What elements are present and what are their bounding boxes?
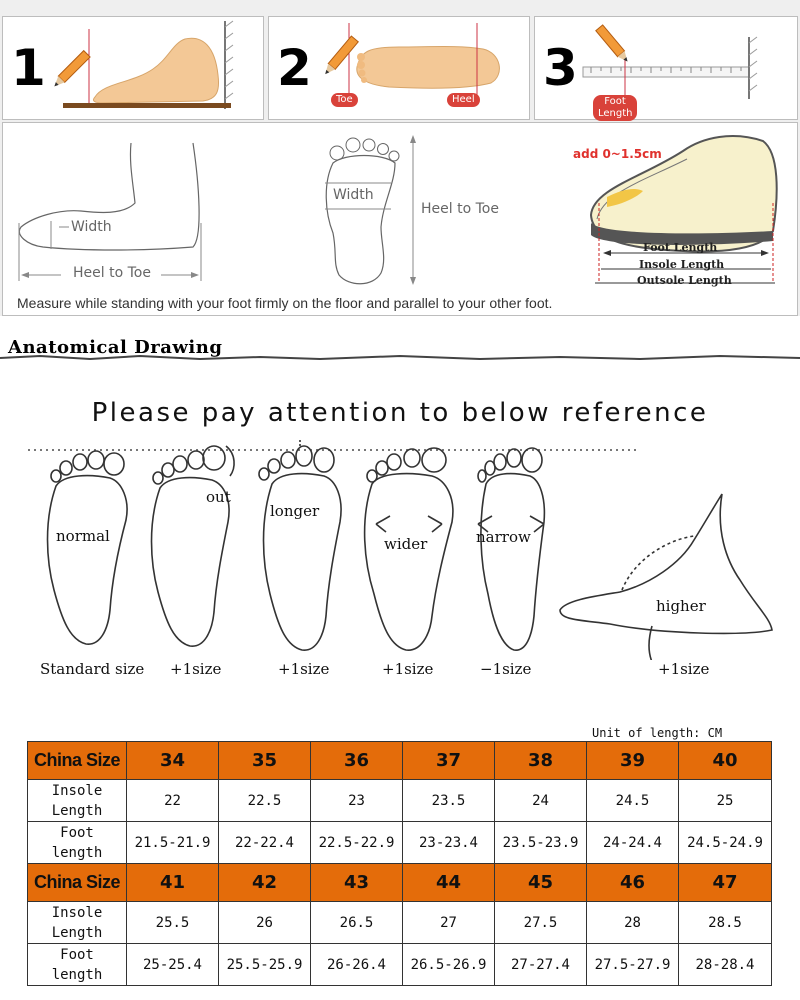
china-size-row-label: China Size xyxy=(28,742,127,780)
measure-steps-panel xyxy=(0,0,800,316)
step-1-number: 1 xyxy=(11,39,46,97)
foot-length-cell: 23-23.4 xyxy=(403,822,495,864)
top-width-label: Width xyxy=(333,187,374,203)
toe-label: Toe xyxy=(331,93,358,107)
side-width-label: Width xyxy=(71,219,112,235)
foot-length-cell: 27-27.4 xyxy=(495,944,587,986)
unit-note: Unit of length: CM xyxy=(592,726,723,740)
foot-length-row-label: Foot length xyxy=(28,822,127,864)
foot-length-cell: 24.5-24.9 xyxy=(679,822,772,864)
foot-label-wider: wider xyxy=(384,535,428,553)
insole-cell: 26.5 xyxy=(311,902,403,944)
foot-length-cell: 25.5-25.9 xyxy=(219,944,311,986)
foot-label-higher: higher xyxy=(656,597,706,615)
size-cell: 34 xyxy=(127,742,219,780)
size-hint-narrow: −1size xyxy=(480,660,532,678)
insole-length-shoe-label: Insole Length xyxy=(639,258,725,271)
foot-label-longer: longer xyxy=(270,502,320,520)
top-length-label: Heel to Toe xyxy=(421,201,499,217)
size-cell: 39 xyxy=(587,742,679,780)
measure-instruction: Measure while standing with your foot firmly on the floor and parallel to your other foot. xyxy=(17,295,553,311)
insole-length-row-label: Insole Length xyxy=(28,902,127,944)
size-chart-body xyxy=(28,742,772,986)
step-3-number: 3 xyxy=(543,39,578,97)
step-2-illustration xyxy=(269,17,531,121)
step-2-number: 2 xyxy=(277,39,312,97)
size-chart-table xyxy=(27,741,772,986)
foot-length-cell: 22.5-22.9 xyxy=(311,822,403,864)
foot-length-cell: 24-24.4 xyxy=(587,822,679,864)
section-title: Anatomical Drawing xyxy=(8,337,223,358)
insole-cell: 24 xyxy=(495,780,587,822)
size-cell: 44 xyxy=(403,864,495,902)
foot-length-label: Foot Length xyxy=(593,95,637,121)
insole-cell: 23.5 xyxy=(403,780,495,822)
size-cell: 45 xyxy=(495,864,587,902)
size-cell: 43 xyxy=(311,864,403,902)
foot-length-cell: 26.5-26.9 xyxy=(403,944,495,986)
size-hint-wider: +1size xyxy=(382,660,434,678)
foot-length-cell: 28-28.4 xyxy=(679,944,772,986)
insole-cell: 25 xyxy=(679,780,772,822)
insole-length-row xyxy=(28,780,772,822)
size-cell: 47 xyxy=(679,864,772,902)
foot-length-cell: 21.5-21.9 xyxy=(127,822,219,864)
heel-label: Heel xyxy=(447,93,480,107)
step-2-box xyxy=(268,16,530,120)
china-size-row-label: China Size xyxy=(28,864,127,902)
insole-cell: 25.5 xyxy=(127,902,219,944)
insole-length-row-label: Insole Length xyxy=(28,780,127,822)
size-cell: 37 xyxy=(403,742,495,780)
section-divider xyxy=(0,354,800,361)
china-size-row xyxy=(28,864,772,902)
foot-length-row xyxy=(28,822,772,864)
foot-length-row xyxy=(28,944,772,986)
add-allowance-label: add 0~1.5cm xyxy=(573,147,662,161)
step-3-illustration xyxy=(535,17,799,121)
step-3-box xyxy=(534,16,798,120)
insole-cell: 24.5 xyxy=(587,780,679,822)
measure-diagrams xyxy=(3,123,799,317)
foot-length-cell: 27.5-27.9 xyxy=(587,944,679,986)
size-hint-out: +1size xyxy=(170,660,222,678)
insole-cell: 22 xyxy=(127,780,219,822)
insole-cell: 27 xyxy=(403,902,495,944)
foot-length-cell: 26-26.4 xyxy=(311,944,403,986)
size-cell: 40 xyxy=(679,742,772,780)
foot-label-out: out xyxy=(206,488,231,506)
foot-label-narrow: narrow xyxy=(476,528,531,546)
size-cell: 46 xyxy=(587,864,679,902)
measure-diagram-box xyxy=(2,122,798,316)
size-cell: 42 xyxy=(219,864,311,902)
size-cell: 36 xyxy=(311,742,403,780)
insole-cell: 28 xyxy=(587,902,679,944)
insole-cell: 26 xyxy=(219,902,311,944)
size-cell: 35 xyxy=(219,742,311,780)
foot-label-normal: normal xyxy=(56,527,110,545)
foot-length-row-label: Foot length xyxy=(28,944,127,986)
foot-length-shoe-label: Foot Length xyxy=(643,241,718,254)
foot-length-cell: 22-22.4 xyxy=(219,822,311,864)
size-hint-longer: +1size xyxy=(278,660,330,678)
step-1-illustration xyxy=(3,17,265,121)
insole-cell: 22.5 xyxy=(219,780,311,822)
foot-length-cell: 25-25.4 xyxy=(127,944,219,986)
outsole-length-shoe-label: Outsole Length xyxy=(637,274,732,287)
china-size-row xyxy=(28,742,772,780)
insole-cell: 28.5 xyxy=(679,902,772,944)
insole-cell: 27.5 xyxy=(495,902,587,944)
size-hint-normal: Standard size xyxy=(40,660,145,678)
insole-cell: 23 xyxy=(311,780,403,822)
insole-length-row xyxy=(28,902,772,944)
reference-title: Please pay attention to below reference xyxy=(91,398,709,428)
size-hint-higher: +1size xyxy=(658,660,710,678)
step-1-box xyxy=(2,16,264,120)
size-cell: 38 xyxy=(495,742,587,780)
size-cell: 41 xyxy=(127,864,219,902)
side-length-label: Heel to Toe xyxy=(73,265,151,281)
foot-length-cell: 23.5-23.9 xyxy=(495,822,587,864)
